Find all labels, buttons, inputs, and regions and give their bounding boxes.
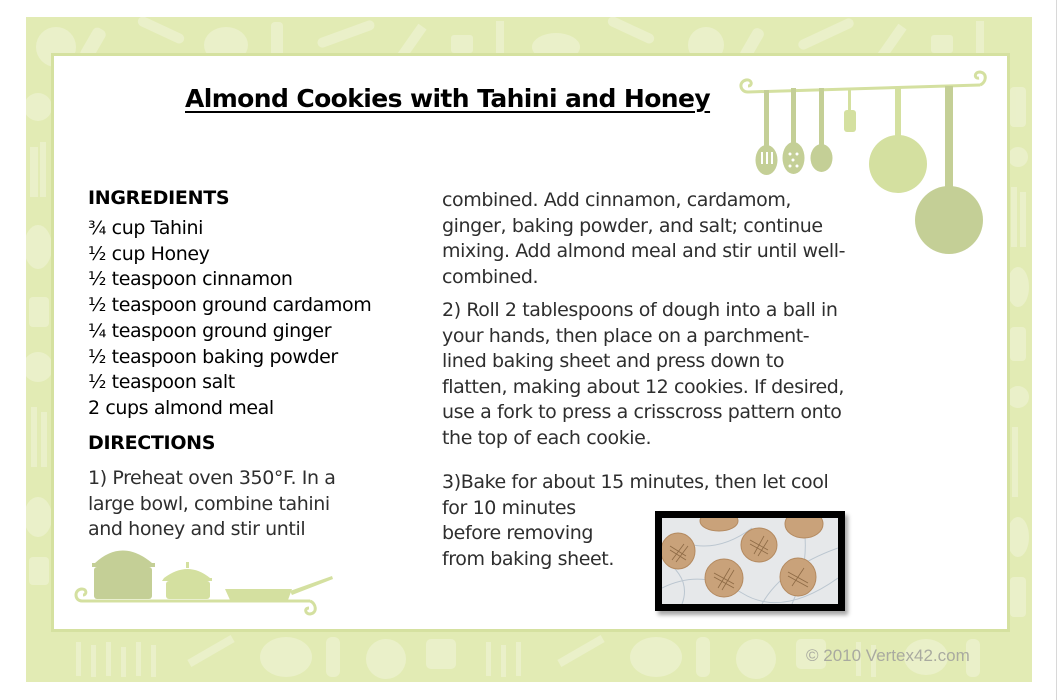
direction-line: flatten, making about 12 cookies. If desired, (442, 375, 845, 398)
direction-line: lined baking sheet and press down to (442, 350, 785, 372)
direction-line: from baking sheet. (442, 547, 614, 570)
direction-line: before removing (442, 522, 594, 544)
pots-and-pan-shelf-icon (70, 538, 340, 618)
direction-line: the top of each cookie. (442, 426, 652, 449)
ingredient-item: ¾ cup Tahini (88, 217, 203, 239)
direction-step-1-part-a (88, 466, 336, 543)
direction-line: 3)Bake for about 15 minutes, then let cool (442, 471, 829, 493)
direction-line: for 10 minutes (442, 496, 576, 519)
direction-line: 2) Roll 2 tablespoons of dough into a ball in (442, 299, 838, 321)
ingredient-item: ¼ teaspoon ground ginger (88, 319, 332, 342)
direction-line: combined. Add cinnamon, cardamom, (442, 189, 792, 211)
ingredient-item: ½ teaspoon baking powder (88, 345, 338, 368)
direction-line: ginger, baking powder, and salt; continue (442, 214, 823, 237)
page-edge-line (1056, 0, 1057, 700)
direction-step-2 (442, 298, 844, 451)
direction-line: mixing. Add almond meal and stir until well- (442, 240, 846, 262)
ingredient-item: 2 cups almond meal (88, 396, 274, 419)
direction-line: use a fork to press a crisscross pattern onto (442, 401, 842, 423)
direction-line: 1) Preheat oven 350°F. In a (88, 467, 336, 489)
direction-line: your hands, then place on a parchment- (442, 324, 810, 347)
direction-line: combined. (442, 265, 539, 288)
ingredient-item: ½ cup Honey (88, 242, 210, 265)
direction-line: and honey and stir until (88, 518, 306, 540)
ingredient-item: ½ teaspoon salt (88, 371, 235, 394)
directions-heading: DIRECTIONS (88, 432, 216, 454)
copyright-text: © 2010 Vertex42.com (806, 646, 970, 665)
ingredient-item: ½ teaspoon cinnamon (88, 268, 293, 291)
recipe-title: Almond Cookies with Tahini and Honey (185, 84, 711, 113)
ingredients-list (88, 216, 371, 422)
cookies-image (662, 518, 838, 604)
ingredient-item: ½ teaspoon ground cardamom (88, 294, 372, 317)
direction-line: large bowl, combine tahini (88, 492, 330, 515)
cookies-photo (655, 511, 845, 611)
ingredients-heading: INGREDIENTS (88, 187, 230, 209)
direction-step-1-part-b (442, 188, 845, 290)
